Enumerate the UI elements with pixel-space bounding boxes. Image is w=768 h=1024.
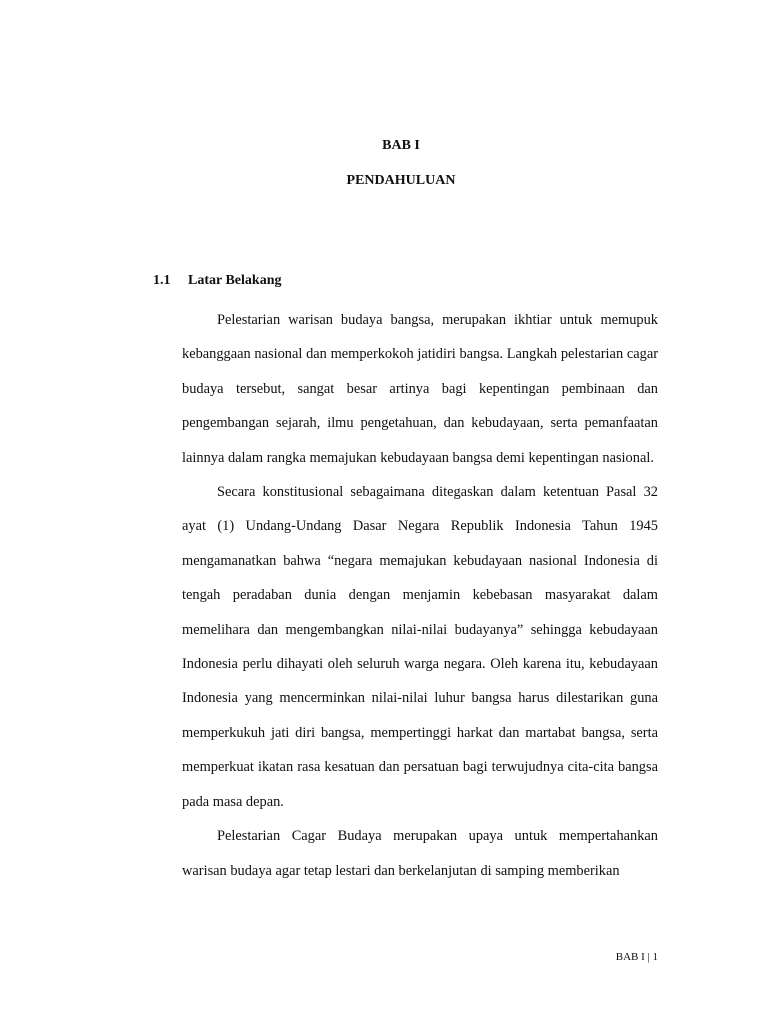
page-footer: BAB I | 1 [615, 951, 658, 963]
chapter-number: BAB I [382, 138, 420, 153]
paragraph: Pelestarian warisan budaya bangsa, merupakan ikhtiar untuk memupuk kebanggaan nasional dan memperkokoh jatidiri bangsa. Langkah pelestarian cagar budaya tersebut, sangat besar artinya bagi kepentingan pembinaan dan pengembangan sejarah, ilmu pengetahuan, dan kebudayaan, serta pemanfaatan lainnya dalam rangka memajukan kebudayaan bangsa demi kepentingan nasional. [182, 312, 658, 466]
paragraph: Pelestarian Cagar Budaya merupakan upaya untuk mempertahankan warisan budaya agar tetap lestari dan berkelanjutan di samping memberikan [182, 828, 658, 879]
section-number: 1.1 [153, 273, 171, 288]
section-heading [153, 272, 281, 290]
paragraph: Secara konstitusional sebagaimana ditegaskan dalam ketentuan Pasal 32 ayat (1) Undang-Undang Dasar Negara Republik Indonesia Tahun 1945 mengamanatkan bahwa “negara memajukan kebudayaan nasional Indonesia di tengah peradaban dunia dengan menjamin kebebasan masyarakat dalam memelihara dan mengembangkan nilai-nilai budayanya” sehingga kebudayaan Indonesia perlu dihayati oleh seluruh warga negara. Oleh karena itu, kebudayaan Indonesia yang mencerminkan nilai-nilai luhur bangsa harus dilestarikan guna memperkukuh jati diri bangsa, mempertinggi harkat dan martabat bangsa, serta memperkuat ikatan rasa kesatuan dan persatuan bagi terwujudnya cita-cita bangsa pada masa depan. [182, 484, 658, 810]
section-title: Latar Belakang [188, 273, 282, 288]
body-text [182, 303, 658, 888]
chapter-title: PENDAHULUAN [346, 173, 456, 188]
